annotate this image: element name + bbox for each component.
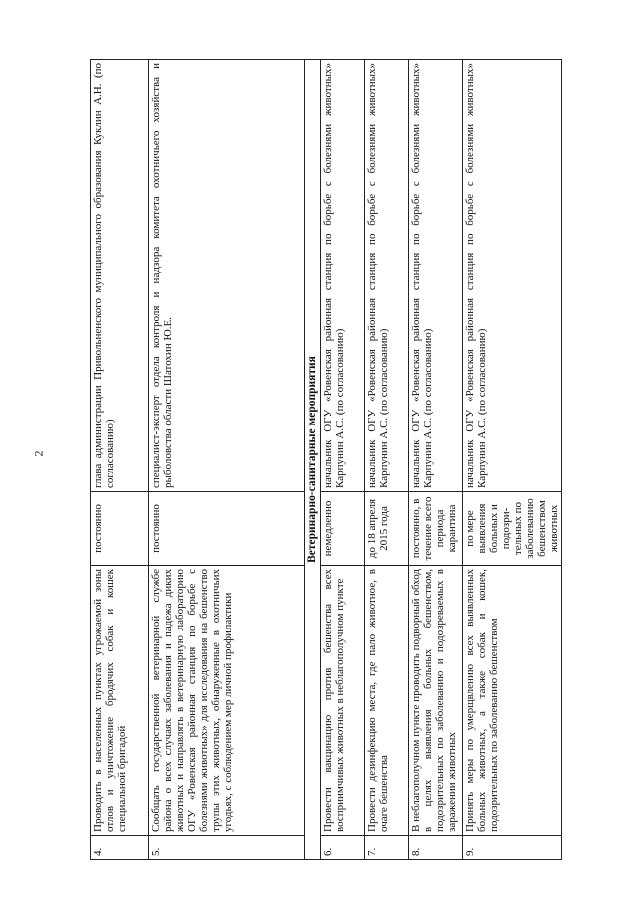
measures-table bbox=[90, 59, 562, 860]
responsible-cell: начальник ОГУ «Ровенская районная станция по борьбе с болезнями животных» Карпунин А.С. (по согласованию) bbox=[365, 60, 409, 492]
task-cell: В неблагополучном пункте проводить подворный обход в целях выявления больных бешенством, подозрительных по заболеванию и подозреваемых в заражении животных bbox=[409, 566, 463, 836]
responsible-cell: специалист-эксперт отдела контроля и надзора комитета охотничьего хозяйства и рыболовства области Шатохин Ю.Е. bbox=[149, 60, 305, 492]
section-title: Ветеринарно-санитарные мероприятия bbox=[305, 60, 321, 860]
table-row bbox=[91, 60, 149, 860]
table-row bbox=[365, 60, 409, 860]
task-cell: Сообщать государственной ветеринарной службе района о всех случаях заболевания и падежа диких животных и направлять в ветеринарную лабораторию ОГУ «Ровенская районная станция по борьбе с болезнями животных» для исследования на бешенство трупы этих животных, обнаруженные в охотничьих угодьях, с соблюдением мер личной профилактики bbox=[149, 566, 305, 836]
row-number: 9. bbox=[463, 836, 562, 860]
term-cell: по мере выявления больных и подозри-тельных по заболеванию бешенством животных bbox=[463, 492, 562, 566]
row-number: 7. bbox=[365, 836, 409, 860]
responsible-cell: начальник ОГУ «Ровенская районная станция по борьбе с болезнями животных» Карпунин А.С. (по согласованию) bbox=[321, 60, 365, 492]
term-cell: постоянно bbox=[91, 492, 149, 566]
task-cell: Провести дезинфекцию места, где пало животное, в очаге бешенства bbox=[365, 566, 409, 836]
table-row bbox=[149, 60, 305, 860]
row-number: 4. bbox=[91, 836, 149, 860]
section-header-row bbox=[305, 60, 321, 860]
table-row bbox=[321, 60, 365, 860]
responsible-cell: начальник ОГУ «Ровенская районная станция по борьбе с болезнями животных» Карпунин А.С. (по согласованию) bbox=[409, 60, 463, 492]
term-cell: немедленно bbox=[321, 492, 365, 566]
responsible-cell: начальник ОГУ «Ровенская районная станция по борьбе с болезнями животных» Карпунин А.С. (по согласованию) bbox=[463, 60, 562, 492]
term-cell: постоянно bbox=[149, 492, 305, 566]
row-number: 5. bbox=[149, 836, 305, 860]
row-number: 8. bbox=[409, 836, 463, 860]
table-row bbox=[463, 60, 562, 860]
measures-table-container bbox=[90, 60, 560, 860]
task-cell: Проводить в населенных пунктах угрожаемой зоны отлов и уничтожение бродячих собак и кошек специальной бригадой bbox=[91, 566, 149, 836]
row-number: 6. bbox=[321, 836, 365, 860]
term-cell: постоянно, в течение всего периода карантина bbox=[409, 492, 463, 566]
task-cell: Принять меры по умерщвлению всех выявленных больных животных, а также собак и кошек, подозрительных по заболеванию бешенством bbox=[463, 566, 562, 836]
term-cell: до 18 апреля 2015 года bbox=[365, 492, 409, 566]
responsible-cell: глава администрации Привольненского муниципального образования Куклин А.Н. (по согласованию) bbox=[91, 60, 149, 492]
table-row bbox=[409, 60, 463, 860]
task-cell: Провести вакцинацию против бешенства всех восприимчивых животных в неблагополучном пункте bbox=[321, 566, 365, 836]
page-number: 2 bbox=[31, 450, 46, 457]
